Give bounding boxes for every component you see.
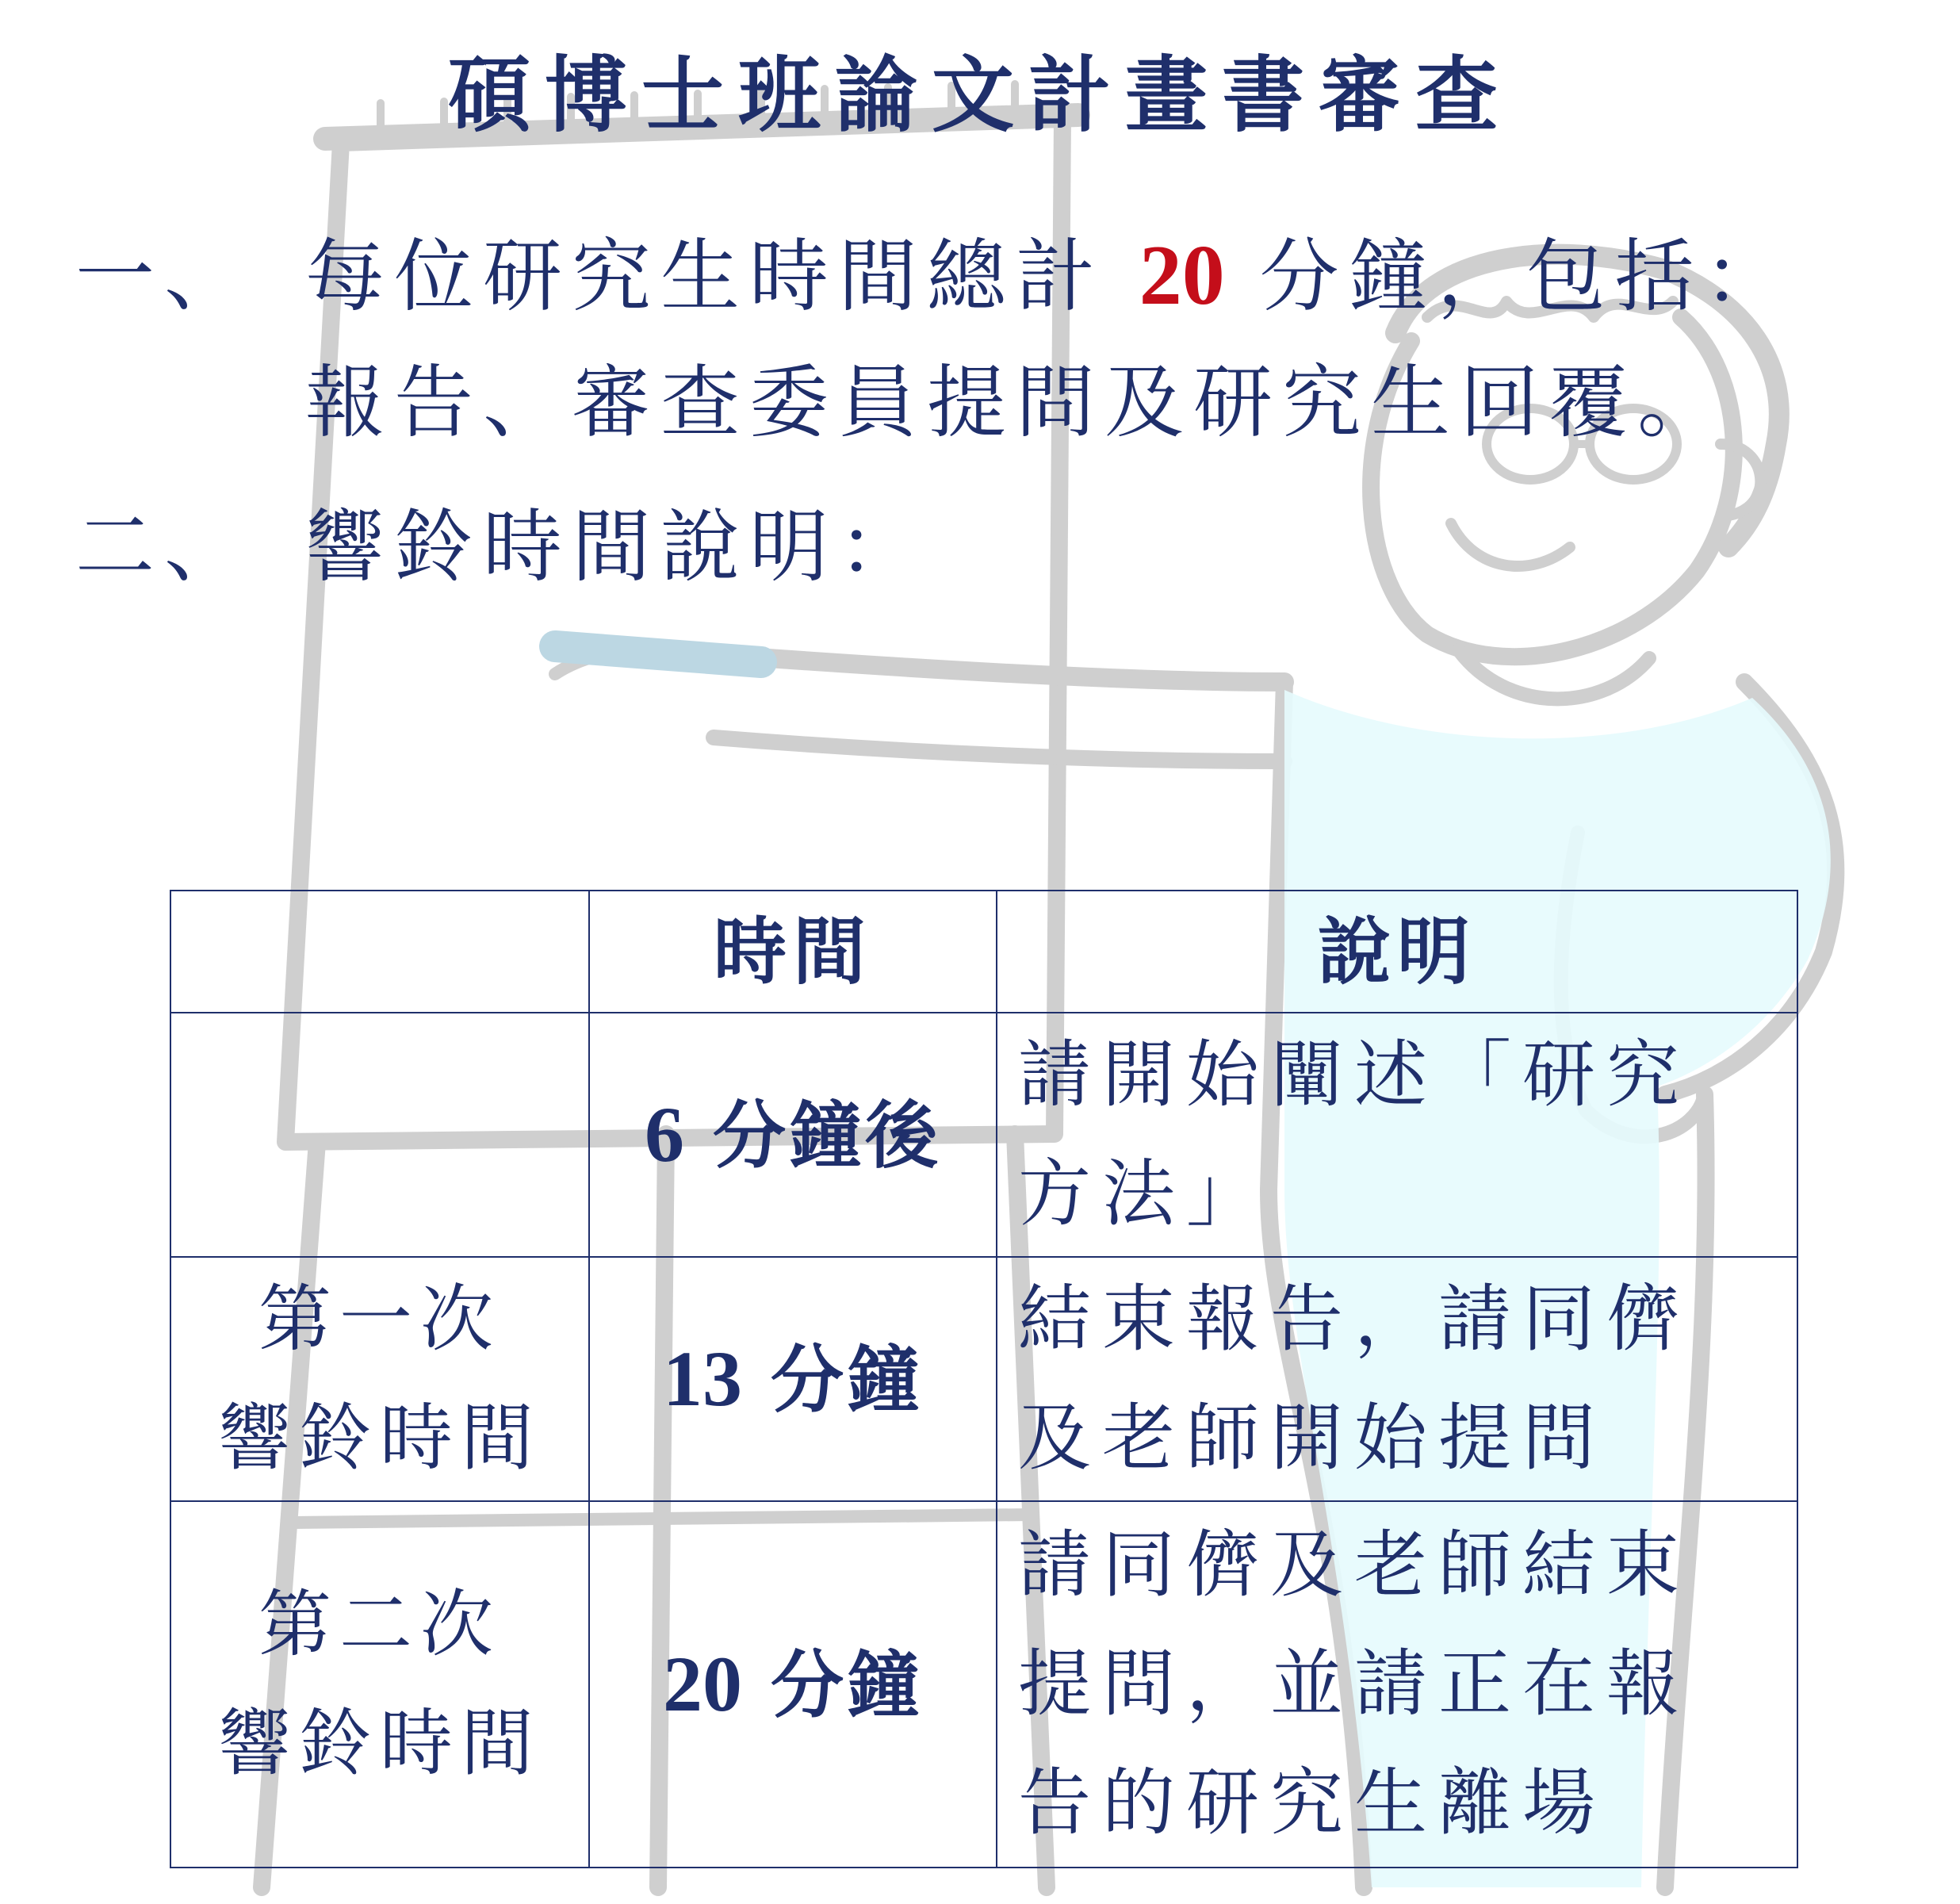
table-row xyxy=(170,1501,1797,1868)
row-description: 結束報告，請同儕 及老師開始提問 xyxy=(997,1257,1797,1501)
header-cell xyxy=(170,891,589,1013)
row-label: 第二次 響鈴時間 xyxy=(170,1501,589,1868)
rule-item-2 xyxy=(75,484,1185,619)
row-time: 20 分鐘 xyxy=(589,1501,997,1868)
item-line: 響鈴時間說明： xyxy=(305,500,927,593)
item-body xyxy=(305,213,1793,466)
row-description: 請開始闡述「研究 方法」 xyxy=(997,1013,1797,1257)
row-time: 6 分鐘後 xyxy=(589,1013,997,1257)
header-cell-time: 時間 xyxy=(589,891,997,1013)
item-line: 每位研究生時間總計 20 分鐘，包括： xyxy=(305,228,1793,323)
row-time: 13 分鐘 xyxy=(589,1257,997,1501)
rule-item-1 xyxy=(75,213,1939,474)
row-description: 請同儕及老師結束 提問，並請正在報 告的研究生離場 xyxy=(997,1501,1797,1868)
header-cell-description: 說明 xyxy=(997,891,1797,1013)
item-body xyxy=(305,484,927,611)
row-label xyxy=(170,1013,589,1257)
highlight-total-minutes: 20 xyxy=(1139,228,1225,323)
item-line: 報告、審查委員提問及研究生回覆。 xyxy=(305,356,1726,449)
item-number: 二、 xyxy=(75,500,253,593)
bell-schedule-table xyxy=(170,890,1798,1868)
table-row xyxy=(170,1257,1797,1501)
item-number: 一、 xyxy=(75,229,253,322)
table-row xyxy=(170,1013,1797,1257)
page-title: 碩博士班論文計畫書審查 xyxy=(447,46,1512,144)
row-label: 第一次 響鈴時間 xyxy=(170,1257,589,1501)
table-header-row xyxy=(170,891,1797,1013)
